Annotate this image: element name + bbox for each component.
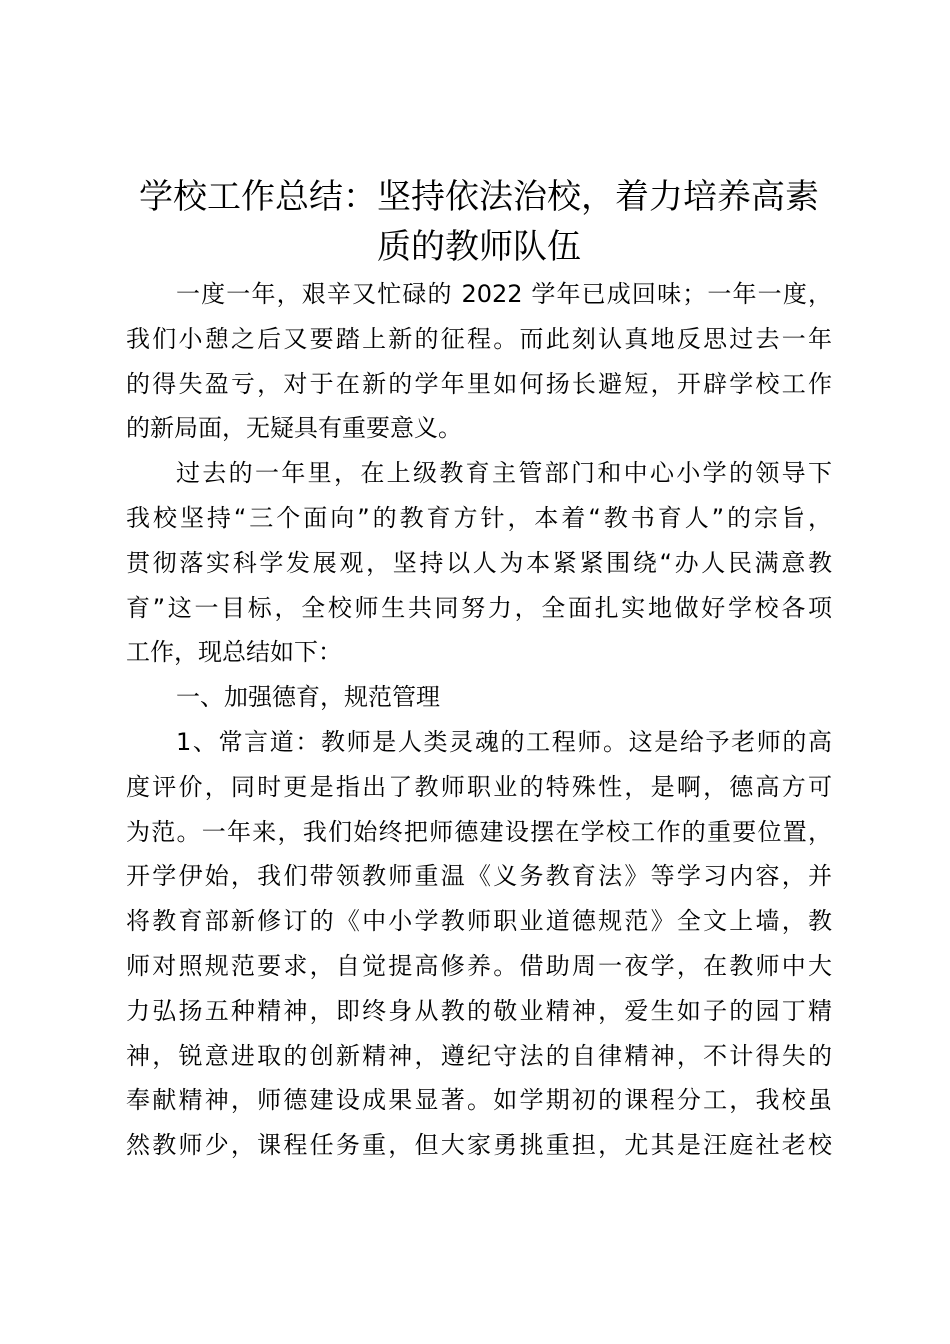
document-title: [126, 172, 832, 272]
section-heading-text: 一、加强德育，规范管理: [176, 683, 440, 712]
text-line: 1、常言道：教师是人类灵魂的工程师。这是给予老师的高: [176, 727, 832, 756]
text-line: 为范。一年来，我们始终把师德建设摆在学校工作的重要位置，: [126, 817, 832, 846]
text-line: 神，锐意进取的创新精神，遵纪守法的自律精神，不计得失的: [126, 1041, 832, 1070]
text-line: 将教育部新修订的《中小学教师职业道德规范》全文上墙，教: [126, 907, 832, 936]
text-line: 贯彻落实科学发展观，坚持以人为本紧紧围绕“办人民满意教: [126, 548, 832, 577]
section-heading: [126, 675, 832, 720]
text-line: 开学伊始，我们带领教师重温《义务教育法》等学习内容，并: [126, 862, 832, 891]
paragraph-item-1: [126, 720, 832, 1168]
document-body: [126, 272, 832, 1168]
text-line: 我们小憩之后又要踏上新的征程。而此刻认真地反思过去一年: [126, 324, 832, 353]
title-line: 质的教师队伍: [377, 227, 581, 267]
text-line: 度评价，同时更是指出了教师职业的特殊性，是啊，德高方可: [126, 772, 832, 801]
text-line: 育”这一目标，全校师生共同努力，全面扎实地做好学校各项: [126, 593, 832, 622]
text-line: 工作，现总结如下：: [126, 638, 342, 667]
text-line: 的得失盈亏，对于在新的学年里如何扬长避短，开辟学校工作: [126, 369, 832, 398]
text-line: 的新局面，无疑具有重要意义。: [126, 414, 462, 443]
text-line: 奉献精神，师德建设成果显著。如学期初的课程分工，我校虽: [126, 1086, 832, 1115]
text-line: 师对照规范要求，自觉提高修养。借助周一夜学，在教师中大: [126, 951, 832, 980]
text-line: 力弘扬五种精神，即终身从教的敬业精神，爱生如子的园丁精: [126, 996, 832, 1025]
text-line: 然教师少，课程任务重，但大家勇挑重担，尤其是汪庭社老校: [126, 1131, 832, 1160]
text-line: 一度一年，艰辛又忙碌的 2022 学年已成回味；一年一度，: [176, 280, 832, 308]
paragraph-intro: [126, 272, 832, 451]
text-line: 过去的一年里，在上级教育主管部门和中心小学的领导下: [176, 459, 832, 488]
paragraph-overview: [126, 451, 832, 675]
title-line: 学校工作总结：坚持依法治校，着力培养高素: [139, 177, 819, 217]
text-line: 我校坚持“三个面向”的教育方针，本着“教书育人”的宗旨，: [126, 503, 832, 532]
